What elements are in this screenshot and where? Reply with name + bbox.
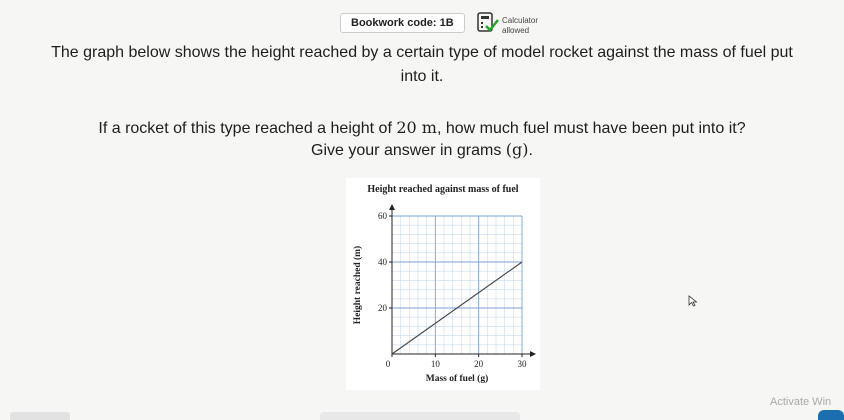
activate-windows-watermark: Activate Win (770, 396, 832, 408)
allowed-label: allowed (502, 26, 530, 35)
unit-grams: (g) (505, 140, 529, 159)
mouse-cursor-icon (688, 295, 698, 307)
calculator-check-icon (476, 12, 500, 34)
header-bar (340, 10, 465, 36)
question-line-2: into it. (400, 68, 444, 85)
bookwork-code-badge: Bookwork code: 1B (340, 13, 465, 33)
bottom-button[interactable] (818, 410, 844, 420)
x-axis-label: Mass of fuel (g) (425, 374, 489, 384)
y-tick-label: 60 (378, 211, 387, 221)
calculator-label: Calculator (502, 16, 539, 25)
height-value: 20 m (396, 118, 437, 137)
x-tick-label: 0 (385, 359, 391, 369)
calculator-allowed-label (502, 16, 538, 36)
bottom-strip (0, 410, 844, 420)
y-axis-arrow (389, 204, 395, 210)
question-text: , how much fuel must have been put into it? (436, 120, 746, 137)
y-tick-label: 40 (378, 257, 387, 267)
bottom-tab-middle (320, 412, 520, 420)
question-text: Give your answer in grams (311, 142, 506, 159)
question-line-1: The graph below shows the height reached by a certain type of model rocket against the mass of fuel put (51, 44, 793, 61)
question-line-3 (0, 118, 844, 138)
height-vs-fuel-chart (346, 178, 540, 390)
chart-title: Height reached against mass of fuel (367, 184, 519, 195)
x-tick-label: 10 (430, 359, 440, 369)
bottom-tab-left (10, 412, 70, 420)
question-line-4 (0, 140, 844, 160)
question-text: If a rocket of this type reached a height of (98, 120, 397, 137)
chart-card (346, 178, 540, 390)
x-tick-label: 30 (517, 359, 527, 369)
x-tick-label: 20 (474, 359, 484, 369)
y-tick-label: 20 (378, 303, 387, 313)
y-axis-label: Height reached (m) (353, 245, 363, 325)
question-text: . (528, 142, 533, 159)
x-axis-arrow (530, 351, 536, 357)
